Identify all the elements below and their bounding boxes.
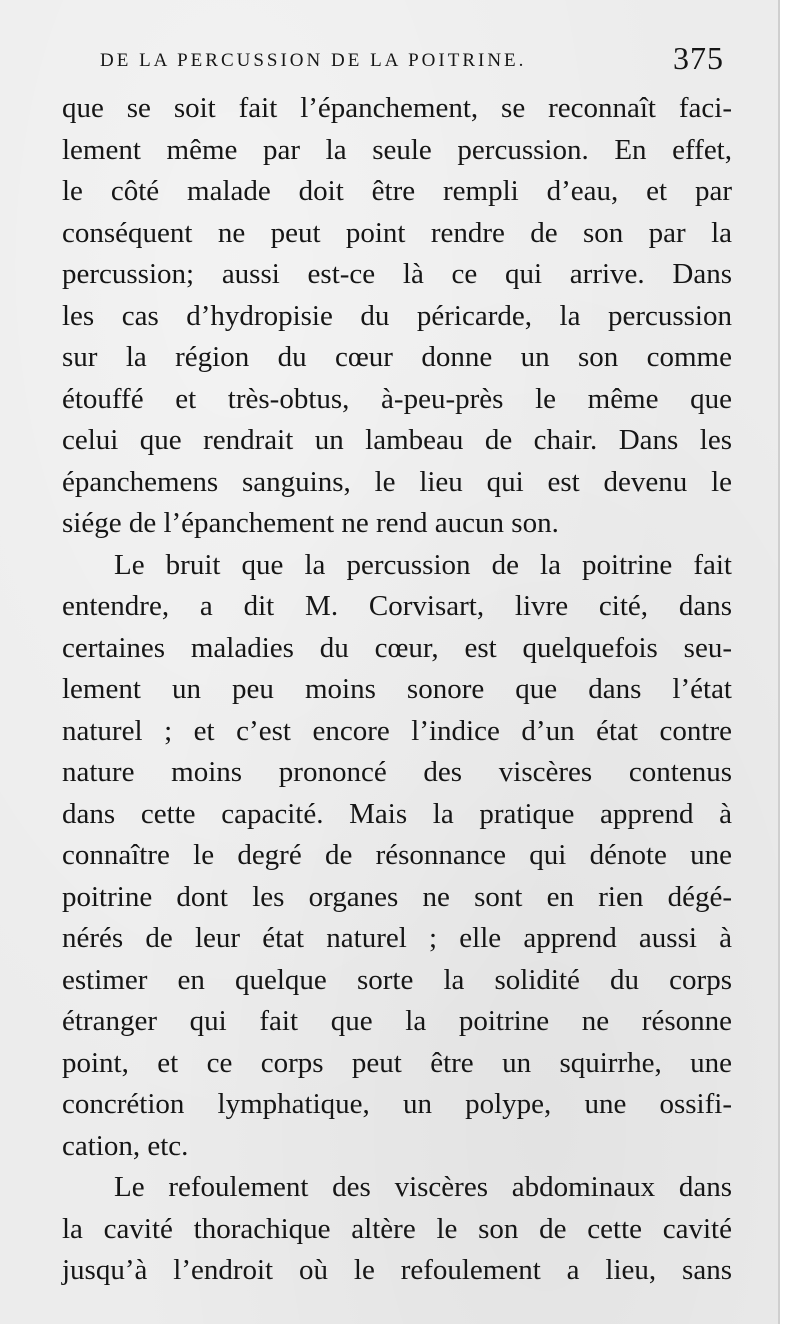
text-line: concrétion lymphatique, un polype, une ossifi- — [62, 1088, 732, 1120]
text-line: celui que rendrait un lambeau de chair. Dans les — [62, 424, 732, 456]
text-line: épanchemens sanguins, le lieu qui est devenu le — [62, 465, 732, 498]
text-line: point, et ce corps peut être un squirrhe, une — [62, 1046, 732, 1079]
page-number: 375 — [673, 40, 724, 76]
paragraph-start-line: Le bruit que la percussion de la poitrine fait — [114, 548, 732, 581]
text-line: que se soit fait l’épanchement, se reconnaît faci- — [62, 92, 732, 124]
paragraph-start-line: Le refoulement des viscères abdominaux dans — [114, 1171, 732, 1203]
text-line: sur la région du cœur donne un son comme — [62, 341, 732, 373]
page-header — [100, 40, 724, 84]
text-line: jusqu’à l’endroit où le refoulement a lieu, sans — [62, 1254, 732, 1286]
paragraph-end-line: cation, etc. — [62, 1129, 189, 1162]
text-line: estimer en quelque sorte la solidité du corps — [62, 963, 732, 996]
text-line: poitrine dont les organes ne sont en rien dégé- — [62, 880, 732, 913]
text-line: nature moins prononcé des viscères contenus — [62, 756, 732, 788]
paragraph-end-line: siége de l’épanchement ne rend aucun son. — [62, 507, 559, 539]
text-line: percussion; aussi est-ce là ce qui arrive. Dans — [62, 258, 732, 290]
text-line: conséquent ne peut point rendre de son par la — [62, 216, 732, 249]
text-line: lement un peu moins sonore que dans l’état — [62, 673, 732, 705]
text-line: le côté malade doit être rempli d’eau, et par — [62, 175, 732, 207]
body-text — [62, 88, 732, 1292]
text-line: étranger qui fait que la poitrine ne résonne — [62, 1005, 732, 1037]
text-line: lement même par la seule percussion. En effet, — [62, 133, 732, 166]
text-line: dans cette capacité. Mais la pratique apprend à — [62, 797, 732, 830]
text-line: entendre, a dit M. Corvisart, livre cité, dans — [62, 590, 732, 622]
text-line: étouffé et très-obtus, à-peu-près le même que — [62, 382, 732, 415]
text-line: les cas d’hydropisie du péricarde, la percussion — [62, 299, 732, 332]
text-line: certaines maladies du cœur, est quelquefois seu- — [62, 631, 732, 664]
running-title: DE LA PERCUSSION DE LA POITRINE. — [100, 50, 527, 71]
text-line: connaître le degré de résonnance qui dénote une — [62, 839, 732, 871]
text-line: la cavité thorachique altère le son de cette cavité — [62, 1212, 732, 1245]
text-line: naturel ; et c’est encore l’indice d’un état contre — [62, 714, 732, 747]
text-line: nérés de leur état naturel ; elle apprend aussi à — [62, 922, 732, 954]
